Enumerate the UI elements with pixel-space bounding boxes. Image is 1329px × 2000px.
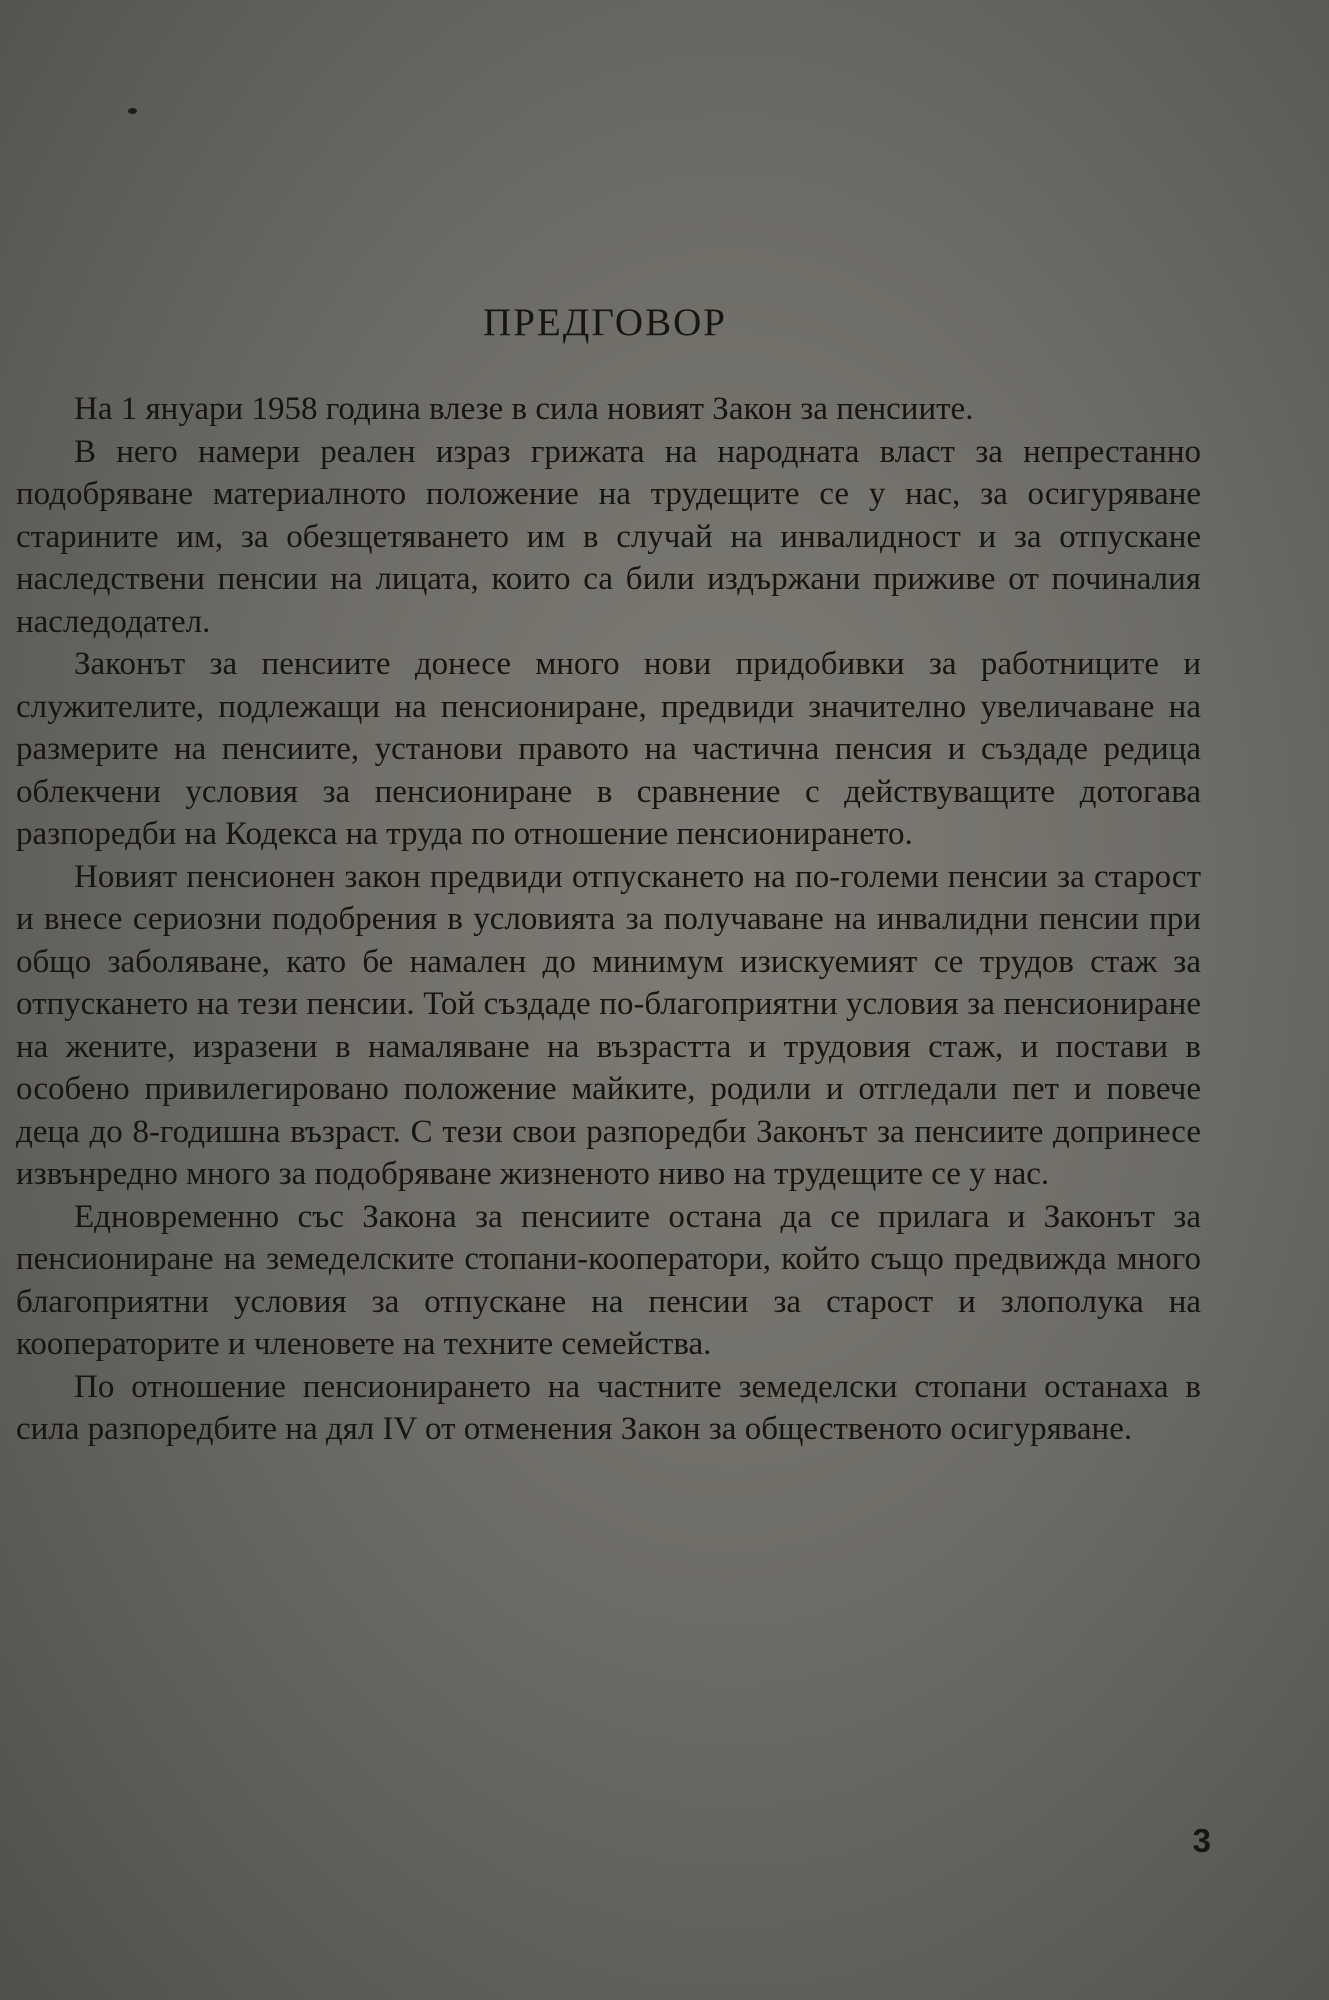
paragraph-2: В него намери реален израз грижата на народната власт за непрестанно подобряване материалното положение на трудещите се у нас, за осигуряване старините им, за обезщетяването им в случай на инвалидност и за отпускане наследствени пенсии на лицата, които са били издържани приживе от починалия наследодател. bbox=[16, 433, 1201, 640]
ink-speck bbox=[128, 108, 137, 114]
paragraph-3: Законът за пенсиите донесе много нови придобивки за работниците и служителите, подлежащи на пенсиониране, предвиди значително увеличаване на размерите на пенсиите, установи правото на частична пенсия и създаде редица облекчени условия за пенсиониране в сравнение с действуващите дотогава разпоредби на Кодекса на труда по отношение пенсионирането. bbox=[16, 646, 1201, 852]
paragraph-1: На 1 януари 1958 година влезе в сила новият Закон за пенсиите. bbox=[74, 391, 974, 427]
paragraph-6: По отношение пенсионирането на частните земеделски стопани останаха в сила разпоредбите на дял IV от отменения Закон за общественото осигуряване. bbox=[16, 1368, 1201, 1447]
preface-body bbox=[16, 388, 1201, 1451]
page-title: ПРЕДГОВОР bbox=[483, 301, 727, 344]
paragraph-4: Новият пенсионен закон предвиди отпускането на по-големи пенсии за старост и внесе сериозни подобрения в условията за получаване на инвалидни пенсии при общо заболяване, като бе намален до минимум изискуемият се трудов стаж за отпускането на тези пенсии. Той създаде по-благоприятни условия за пенсиониране на жените, изразени в намаляване на възрастта и трудовия стаж, и постави в особено привилегировано положение майките, родили и отгледали пет и повече деца до 8-годишна възраст. С тези свои разпоредби Законът за пенсиите допринесе извънредно много за подобряване жизненото ниво на трудещите се у нас. bbox=[16, 858, 1201, 1192]
paragraph-5: Едновременно със Закона за пенсиите остана да се прилага и Законът за пенсиониране на земеделските стопани-кооператори, който също предвижда много благоприятни условия за отпускане на пенсии за старост и злополука на кооператорите и членовете на техните семейства. bbox=[16, 1198, 1201, 1362]
page-number: 3 bbox=[1192, 1822, 1211, 1859]
